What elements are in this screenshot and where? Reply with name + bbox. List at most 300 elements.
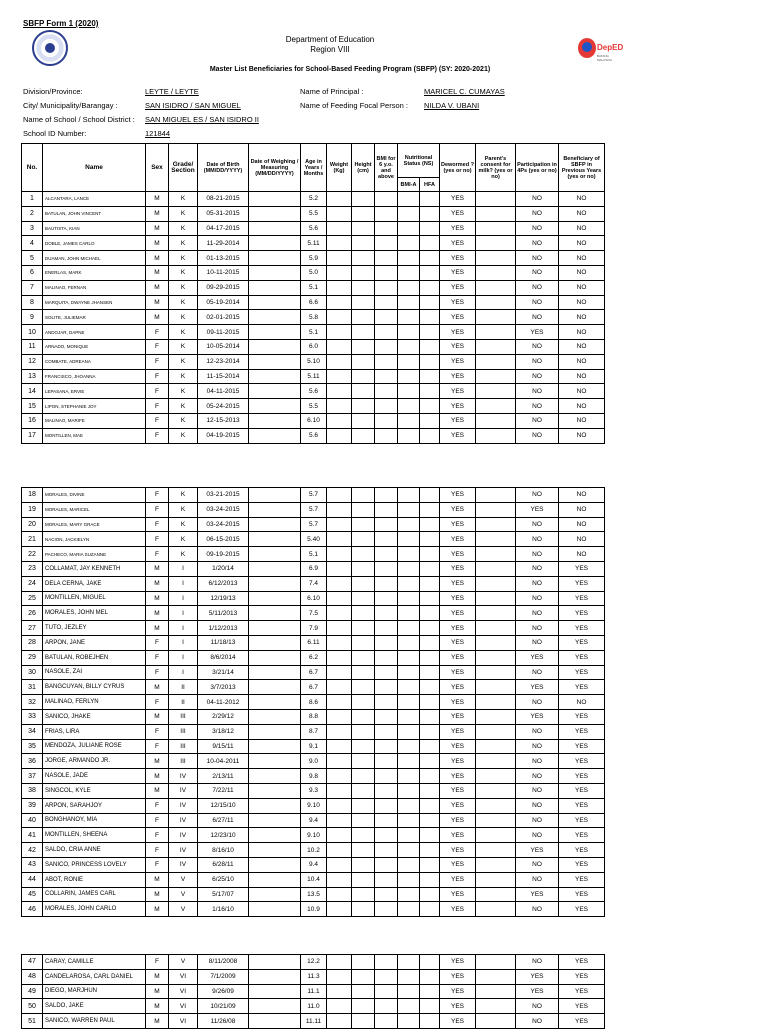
cell-age: 5.7 <box>301 488 327 503</box>
cell-height <box>352 488 375 503</box>
cell-4ps: YES <box>516 843 559 858</box>
cell-bmi-a <box>398 887 420 902</box>
cell-parent-consent <box>476 206 516 221</box>
cell-dob: 12/23/10 <box>198 828 249 843</box>
cell-hfa <box>420 665 440 680</box>
cell-grade: VI <box>169 984 198 999</box>
principal-value: MARICEL C. CUMAYAS <box>424 87 505 96</box>
cell-dewormed: YES <box>440 872 476 887</box>
cell-bmi-a <box>398 399 420 414</box>
cell-4ps: NO <box>516 399 559 414</box>
cell-grade: III <box>169 724 198 739</box>
cell-age: 9.3 <box>301 783 327 798</box>
cell-4ps: NO <box>516 265 559 280</box>
cell-no: 30 <box>22 665 43 680</box>
division-value: LEYTE / LEYTE <box>145 87 199 96</box>
table-row <box>22 887 605 902</box>
cell-bmi <box>375 413 398 428</box>
cell-bmi-a <box>398 857 420 872</box>
cell-weight <box>327 1014 352 1029</box>
cell-previous-beneficiary: NO <box>559 265 605 280</box>
cell-dob: 11/26/08 <box>198 1014 249 1029</box>
cell-grade: III <box>169 754 198 769</box>
cell-dob: 3/21/14 <box>198 665 249 680</box>
cell-height <box>352 872 375 887</box>
cell-grade: K <box>169 236 198 251</box>
cell-no: 16 <box>22 413 43 428</box>
cell-weighing-date <box>249 724 301 739</box>
cell-dewormed: YES <box>440 576 476 591</box>
beneficiary-table-3 <box>21 954 605 1029</box>
cell-weighing-date <box>249 399 301 414</box>
cell-bmi-a <box>398 872 420 887</box>
table-row <box>22 517 605 532</box>
cell-name: FRANCISCO, JHOANNA <box>43 369 146 384</box>
cell-sex: F <box>146 635 169 650</box>
cell-no: 21 <box>22 532 43 547</box>
cell-dob: 7/1/2009 <box>198 969 249 984</box>
cell-dewormed: YES <box>440 783 476 798</box>
table-row <box>22 665 605 680</box>
cell-dob: 1/16/10 <box>198 902 249 917</box>
cell-sex: F <box>146 517 169 532</box>
cell-parent-consent <box>476 843 516 858</box>
cell-weight <box>327 354 352 369</box>
cell-sex: M <box>146 606 169 621</box>
cell-weight <box>327 325 352 340</box>
table-row <box>22 339 605 354</box>
cell-dob: 11-15-2014 <box>198 369 249 384</box>
cell-grade: I <box>169 650 198 665</box>
cell-4ps: NO <box>516 251 559 266</box>
cell-weighing-date <box>249 843 301 858</box>
cell-4ps: NO <box>516 192 559 207</box>
cell-previous-beneficiary: NO <box>559 295 605 310</box>
cell-sex: M <box>146 999 169 1014</box>
cell-weighing-date <box>249 280 301 295</box>
cell-no: 5 <box>22 251 43 266</box>
cell-previous-beneficiary: NO <box>559 399 605 414</box>
cell-hfa <box>420 635 440 650</box>
cell-no: 6 <box>22 265 43 280</box>
table-row <box>22 754 605 769</box>
cell-grade: I <box>169 665 198 680</box>
cell-name: NASOLE, ZAI <box>43 665 146 680</box>
cell-dewormed: YES <box>440 857 476 872</box>
cell-bmi <box>375 280 398 295</box>
cell-sex: M <box>146 310 169 325</box>
cell-bmi-a <box>398 754 420 769</box>
cell-previous-beneficiary: NO <box>559 369 605 384</box>
cell-parent-consent <box>476 502 516 517</box>
cell-sex: F <box>146 650 169 665</box>
logo-subtext: BATANG MALUSOG <box>597 54 613 62</box>
cell-4ps: YES <box>516 325 559 340</box>
cell-bmi <box>375 532 398 547</box>
cell-bmi-a <box>398 251 420 266</box>
cell-parent-consent <box>476 798 516 813</box>
cell-dob: 03-24-2015 <box>198 517 249 532</box>
cell-bmi <box>375 969 398 984</box>
cell-grade: K <box>169 413 198 428</box>
cell-parent-consent <box>476 591 516 606</box>
cell-grade: IV <box>169 783 198 798</box>
cell-grade: IV <box>169 843 198 858</box>
cell-name: BATULAN, JOHN VINCENT <box>43 206 146 221</box>
cell-weighing-date <box>249 206 301 221</box>
cell-sex: M <box>146 872 169 887</box>
cell-sex: F <box>146 325 169 340</box>
cell-4ps: NO <box>516 769 559 784</box>
cell-previous-beneficiary: NO <box>559 251 605 266</box>
cell-bmi <box>375 325 398 340</box>
cell-hfa <box>420 280 440 295</box>
cell-height <box>352 251 375 266</box>
cell-height <box>352 843 375 858</box>
cell-previous-beneficiary: NO <box>559 192 605 207</box>
cell-height <box>352 783 375 798</box>
cell-hfa <box>420 1014 440 1029</box>
cell-dob: 04-19-2015 <box>198 428 249 443</box>
cell-name: LEPASANA, ERVIE <box>43 384 146 399</box>
cell-name: SANICO, PRINCESS LOVELY <box>43 857 146 872</box>
cell-bmi <box>375 872 398 887</box>
cell-grade: K <box>169 428 198 443</box>
cell-no: 4 <box>22 236 43 251</box>
cell-age: 8.7 <box>301 724 327 739</box>
cell-weight <box>327 206 352 221</box>
cell-bmi <box>375 236 398 251</box>
cell-dob: 01-13-2015 <box>198 251 249 266</box>
cell-bmi <box>375 813 398 828</box>
cell-dewormed: YES <box>440 236 476 251</box>
cell-sex: M <box>146 295 169 310</box>
cell-parent-consent <box>476 561 516 576</box>
cell-age: 6.10 <box>301 591 327 606</box>
table-row <box>22 769 605 784</box>
cell-dob: 1/20/14 <box>198 561 249 576</box>
cell-bmi <box>375 695 398 710</box>
cell-4ps: NO <box>516 828 559 843</box>
cell-previous-beneficiary: YES <box>559 783 605 798</box>
cell-no: 2 <box>22 206 43 221</box>
cell-previous-beneficiary: NO <box>559 310 605 325</box>
cell-dob: 9/15/11 <box>198 739 249 754</box>
table-row <box>22 783 605 798</box>
cell-hfa <box>420 576 440 591</box>
cell-weighing-date <box>249 547 301 562</box>
cell-previous-beneficiary: NO <box>559 517 605 532</box>
cell-no: 12 <box>22 354 43 369</box>
cell-dob: 5/17/07 <box>198 887 249 902</box>
cell-weight <box>327 547 352 562</box>
cell-grade: K <box>169 295 198 310</box>
table-row <box>22 955 605 970</box>
cell-dob: 04-11-2012 <box>198 695 249 710</box>
cell-bmi-a <box>398 502 420 517</box>
cell-grade: IV <box>169 813 198 828</box>
cell-no: 31 <box>22 680 43 695</box>
cell-bmi-a <box>398 665 420 680</box>
cell-dob: 10/21/09 <box>198 999 249 1014</box>
cell-hfa <box>420 265 440 280</box>
cell-grade: K <box>169 325 198 340</box>
cell-no: 14 <box>22 384 43 399</box>
cell-age: 8.6 <box>301 695 327 710</box>
cell-sex: F <box>146 488 169 503</box>
cell-dewormed: YES <box>440 769 476 784</box>
cell-dewormed: YES <box>440 280 476 295</box>
cell-parent-consent <box>476 517 516 532</box>
cell-name: SOLITE, JULIEMAR <box>43 310 146 325</box>
cell-dob: 03-21-2015 <box>198 488 249 503</box>
cell-age: 6.9 <box>301 561 327 576</box>
cell-weighing-date <box>249 665 301 680</box>
cell-height <box>352 413 375 428</box>
cell-hfa <box>420 709 440 724</box>
cell-no: 17 <box>22 428 43 443</box>
cell-dewormed: YES <box>440 739 476 754</box>
cell-name: DELA CERNA, JAKE <box>43 576 146 591</box>
col-age: Age in Years / Months <box>301 144 327 192</box>
cell-no: 33 <box>22 709 43 724</box>
beneficiary-table-1 <box>21 143 605 444</box>
col-parent-consent: Parent's consent for milk? (yes or no) <box>476 144 516 192</box>
cell-weighing-date <box>249 384 301 399</box>
cell-hfa <box>420 192 440 207</box>
cell-name: MALINAO, FERLYN <box>43 695 146 710</box>
cell-name: BANGCUYAN, BILLY CYRUS <box>43 680 146 695</box>
cell-name: COLLAMAT, JAY KENNETH <box>43 561 146 576</box>
cell-parent-consent <box>476 709 516 724</box>
cell-bmi-a <box>398 709 420 724</box>
cell-height <box>352 650 375 665</box>
table-row <box>22 999 605 1014</box>
cell-dewormed: YES <box>440 251 476 266</box>
cell-grade: IV <box>169 828 198 843</box>
cell-4ps: NO <box>516 354 559 369</box>
cell-bmi-a <box>398 798 420 813</box>
cell-age: 13.5 <box>301 887 327 902</box>
cell-height <box>352 813 375 828</box>
cell-weight <box>327 783 352 798</box>
cell-dewormed: YES <box>440 339 476 354</box>
cell-name: PACHECO, MARIA SUZANNE <box>43 547 146 562</box>
cell-previous-beneficiary: YES <box>559 739 605 754</box>
cell-parent-consent <box>476 955 516 970</box>
table-row <box>22 280 605 295</box>
cell-dob: 7/22/11 <box>198 783 249 798</box>
cell-height <box>352 769 375 784</box>
cell-sex: M <box>146 680 169 695</box>
cell-hfa <box>420 517 440 532</box>
table-row <box>22 369 605 384</box>
cell-height <box>352 547 375 562</box>
cell-height <box>352 354 375 369</box>
cell-weight <box>327 769 352 784</box>
cell-weight <box>327 902 352 917</box>
cell-age: 5.6 <box>301 221 327 236</box>
cell-bmi <box>375 754 398 769</box>
cell-no: 41 <box>22 828 43 843</box>
cell-name: MORALES, MARICEL <box>43 502 146 517</box>
cell-bmi <box>375 591 398 606</box>
cell-no: 28 <box>22 635 43 650</box>
cell-weighing-date <box>249 872 301 887</box>
cell-weighing-date <box>249 265 301 280</box>
cell-dewormed: YES <box>440 547 476 562</box>
cell-weighing-date <box>249 769 301 784</box>
region-name: Region VIII <box>310 45 350 54</box>
cell-weight <box>327 532 352 547</box>
cell-hfa <box>420 206 440 221</box>
cell-parent-consent <box>476 488 516 503</box>
cell-parent-consent <box>476 783 516 798</box>
cell-4ps: NO <box>516 857 559 872</box>
cell-hfa <box>420 310 440 325</box>
cell-sex: M <box>146 969 169 984</box>
cell-name: SALDO, JAKE <box>43 999 146 1014</box>
cell-height <box>352 984 375 999</box>
cell-name: BATULAN, ROBEJHEN <box>43 650 146 665</box>
cell-weight <box>327 709 352 724</box>
cell-height <box>352 325 375 340</box>
cell-no: 15 <box>22 399 43 414</box>
cell-bmi-a <box>398 1014 420 1029</box>
cell-4ps: NO <box>516 428 559 443</box>
cell-4ps: YES <box>516 680 559 695</box>
cell-name: COLLARIN, JAMES CARL <box>43 887 146 902</box>
table-row <box>22 413 605 428</box>
cell-grade: K <box>169 221 198 236</box>
cell-age: 5.5 <box>301 399 327 414</box>
cell-height <box>352 236 375 251</box>
cell-bmi-a <box>398 724 420 739</box>
cell-weight <box>327 724 352 739</box>
cell-weighing-date <box>249 488 301 503</box>
cell-weighing-date <box>249 221 301 236</box>
cell-bmi <box>375 502 398 517</box>
cell-parent-consent <box>476 969 516 984</box>
cell-dob: 6/27/11 <box>198 813 249 828</box>
cell-weighing-date <box>249 502 301 517</box>
cell-bmi <box>375 857 398 872</box>
cell-grade: I <box>169 606 198 621</box>
cell-bmi-a <box>398 591 420 606</box>
cell-previous-beneficiary: YES <box>559 621 605 636</box>
table-row <box>22 325 605 340</box>
cell-dob: 1/12/2013 <box>198 621 249 636</box>
cell-hfa <box>420 354 440 369</box>
cell-bmi-a <box>398 783 420 798</box>
cell-name: MONTILLEN, MIGUEL <box>43 591 146 606</box>
cell-height <box>352 591 375 606</box>
cell-hfa <box>420 339 440 354</box>
city-label: City/ Municipality/Barangay : <box>23 101 118 110</box>
cell-no: 37 <box>22 769 43 784</box>
division-label: Division/Province: <box>23 87 83 96</box>
cell-dob: 12/19/13 <box>198 591 249 606</box>
cell-bmi <box>375 955 398 970</box>
school-label: Name of School / School District : <box>23 115 135 124</box>
cell-no: 42 <box>22 843 43 858</box>
cell-bmi <box>375 680 398 695</box>
cell-parent-consent <box>476 369 516 384</box>
table-row <box>22 695 605 710</box>
cell-parent-consent <box>476 221 516 236</box>
cell-dewormed: YES <box>440 310 476 325</box>
cell-name: ABOT, RONIE <box>43 872 146 887</box>
cell-no: 47 <box>22 955 43 970</box>
cell-hfa <box>420 413 440 428</box>
cell-4ps: YES <box>516 969 559 984</box>
cell-name: MORALES, MARY GRACE <box>43 517 146 532</box>
cell-hfa <box>420 887 440 902</box>
cell-height <box>352 739 375 754</box>
col-bmi: BMI for 6 y.o. and above <box>375 144 398 192</box>
cell-hfa <box>420 783 440 798</box>
cell-weighing-date <box>249 955 301 970</box>
cell-previous-beneficiary: NO <box>559 206 605 221</box>
cell-bmi-a <box>398 325 420 340</box>
cell-hfa <box>420 828 440 843</box>
cell-sex: F <box>146 828 169 843</box>
cell-weight <box>327 576 352 591</box>
cell-previous-beneficiary: NO <box>559 339 605 354</box>
cell-bmi-a <box>398 354 420 369</box>
cell-dob: 04-11-2015 <box>198 384 249 399</box>
cell-height <box>352 969 375 984</box>
cell-4ps: NO <box>516 339 559 354</box>
cell-age: 6.10 <box>301 413 327 428</box>
col-weighing-date: Date of Weighing / Measuring (MM/DD/YYYY) <box>249 144 301 192</box>
cell-age: 6.11 <box>301 635 327 650</box>
cell-4ps: YES <box>516 502 559 517</box>
cell-grade: I <box>169 591 198 606</box>
cell-dewormed: YES <box>440 635 476 650</box>
cell-dewormed: YES <box>440 206 476 221</box>
cell-grade: I <box>169 561 198 576</box>
cell-no: 3 <box>22 221 43 236</box>
cell-sex: M <box>146 754 169 769</box>
cell-weighing-date <box>249 887 301 902</box>
cell-parent-consent <box>476 887 516 902</box>
cell-height <box>352 280 375 295</box>
cell-name: MONTILLEN, SHEENA <box>43 828 146 843</box>
cell-weighing-date <box>249 251 301 266</box>
cell-parent-consent <box>476 295 516 310</box>
cell-dob: 10-04-2011 <box>198 754 249 769</box>
school-id-label: School ID Number: <box>23 129 87 138</box>
cell-bmi-a <box>398 236 420 251</box>
table-row <box>22 635 605 650</box>
table-row <box>22 843 605 858</box>
cell-bmi <box>375 887 398 902</box>
cell-bmi <box>375 251 398 266</box>
cell-weighing-date <box>249 969 301 984</box>
cell-bmi <box>375 902 398 917</box>
cell-4ps: NO <box>516 221 559 236</box>
cell-bmi-a <box>398 635 420 650</box>
table-row <box>22 969 605 984</box>
deped-seal-logo <box>32 30 68 66</box>
cell-height <box>352 887 375 902</box>
cell-weight <box>327 828 352 843</box>
cell-hfa <box>420 384 440 399</box>
cell-parent-consent <box>476 635 516 650</box>
cell-no: 34 <box>22 724 43 739</box>
cell-parent-consent <box>476 724 516 739</box>
